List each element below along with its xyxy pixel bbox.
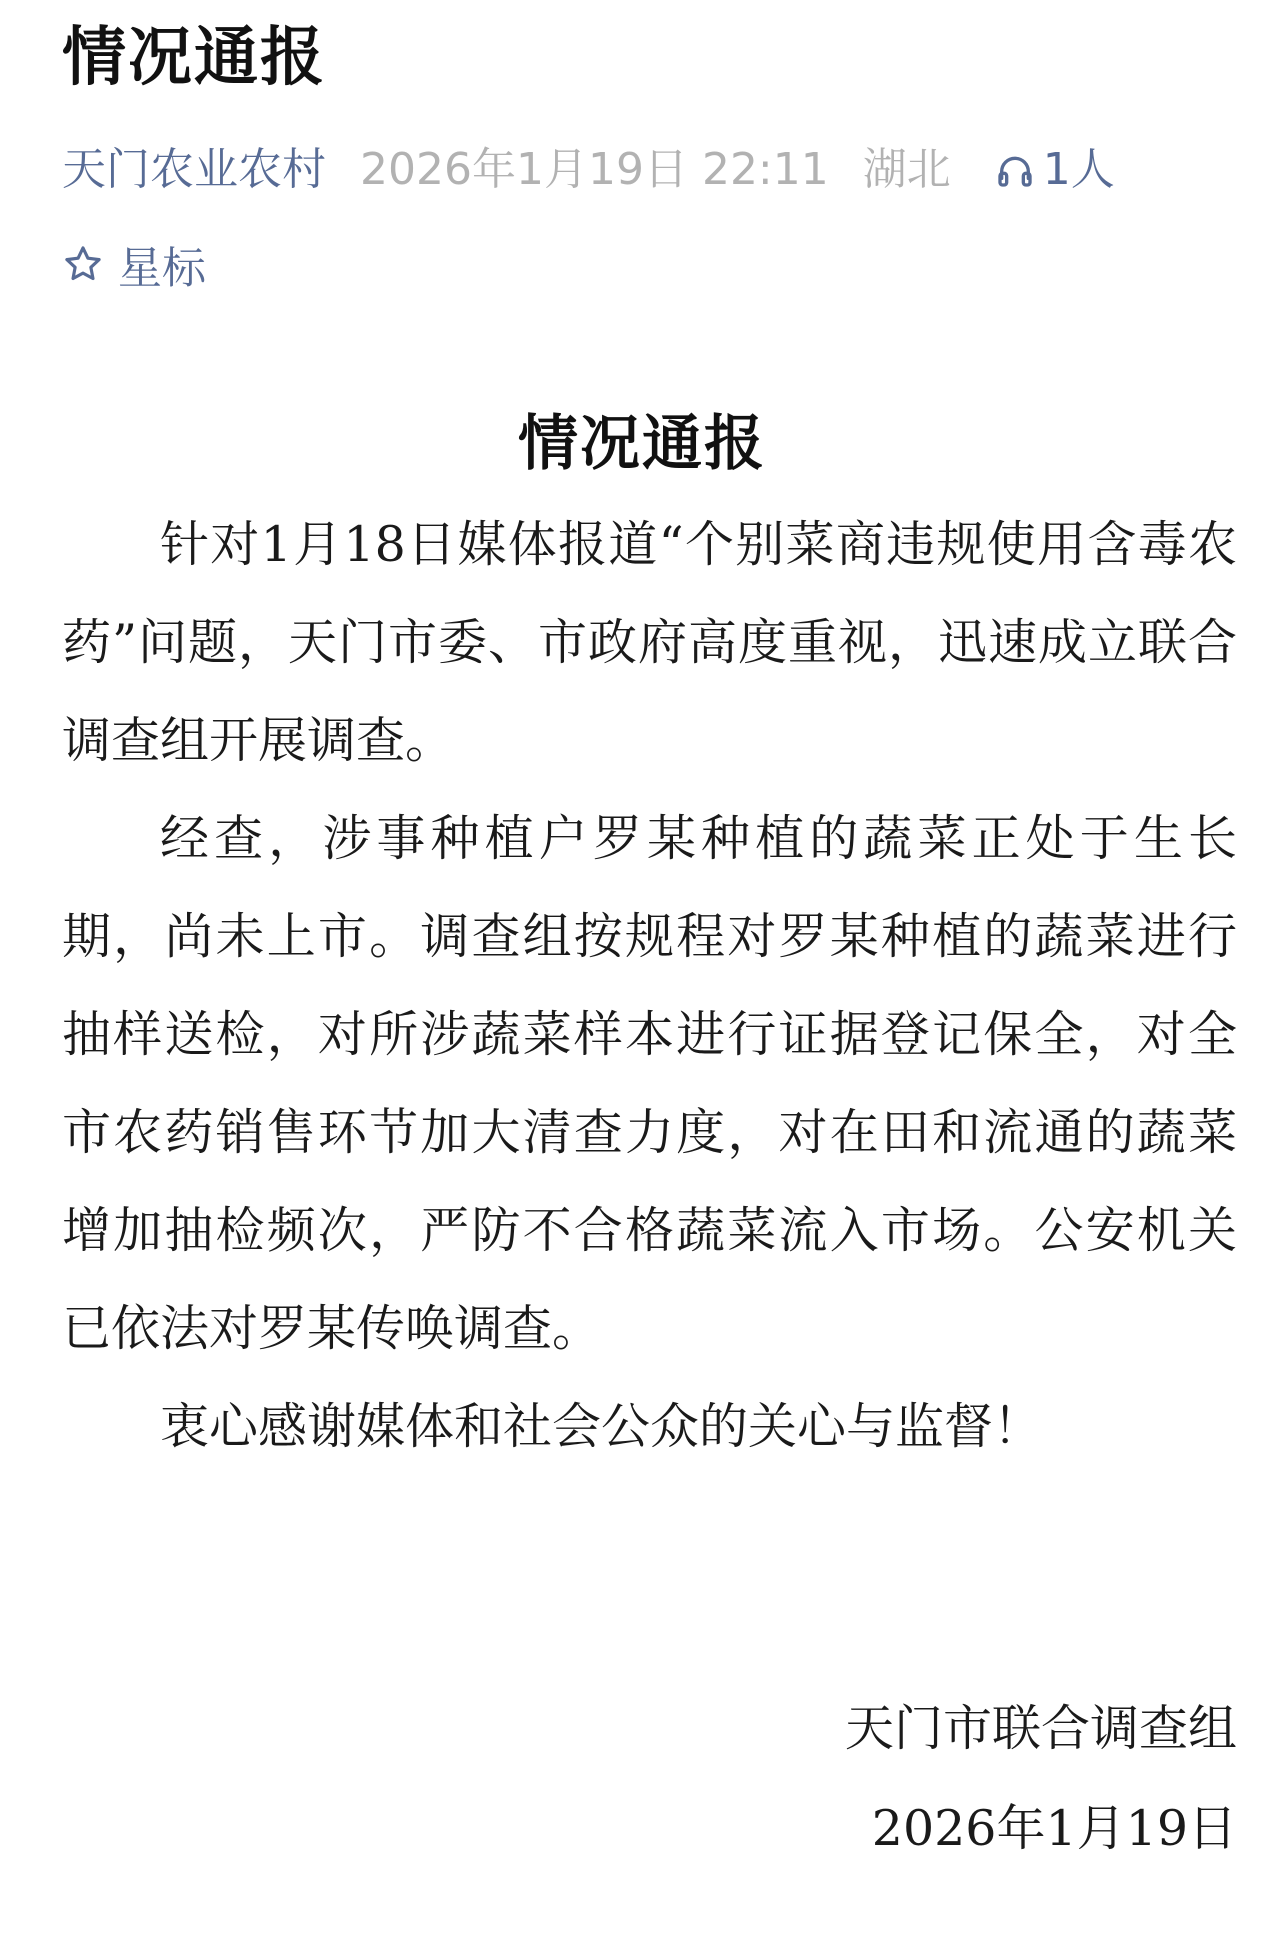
signature-org: 天门市联合调查组: [844, 1700, 1237, 1757]
notice-paragraph-1: 针对1月18日媒体报道“个别菜商违规使用含毒农药”问题，天门市委、市政府高度重视，迅速成立联合调查组开展调查。: [62, 516, 1237, 769]
notice-paragraph-2: 经查，涉事种植户罗某种植的蔬菜正处于生长期，尚未上市。调查组按规程对罗某种植的蔬菜进行抽样送检，对所涉蔬菜样本进行证据登记保全，对全市农药销售环节加大清查力度，对在田和流通的蔬菜增加抽检频次，严防不合格蔬菜流入市场。公安机关已依法对罗某传唤调查。: [62, 810, 1237, 1357]
listen-count: 1人: [1042, 144, 1115, 195]
notice-signature: [845, 1694, 1237, 1894]
listen-button[interactable]: [995, 140, 1115, 200]
article-meta: [62, 140, 1115, 200]
star-icon: [62, 243, 104, 285]
article-title: 情况通报: [62, 21, 326, 95]
star-button[interactable]: [62, 234, 206, 294]
publish-location: 湖北: [862, 144, 951, 195]
headphones-icon: [995, 150, 1035, 190]
notice-paragraph-3: 衷心感谢媒体和社会公众的关心与监督！: [160, 1398, 1043, 1455]
notice-body: [62, 496, 1237, 1476]
star-label: 星标: [118, 243, 206, 294]
publish-time: 2026年1月19日 22:11: [360, 144, 829, 195]
account-name-link[interactable]: 天门农业农村: [62, 144, 326, 195]
notice-heading: 情况通报: [518, 409, 766, 479]
signature-date: 2026年1月19日: [871, 1800, 1237, 1857]
